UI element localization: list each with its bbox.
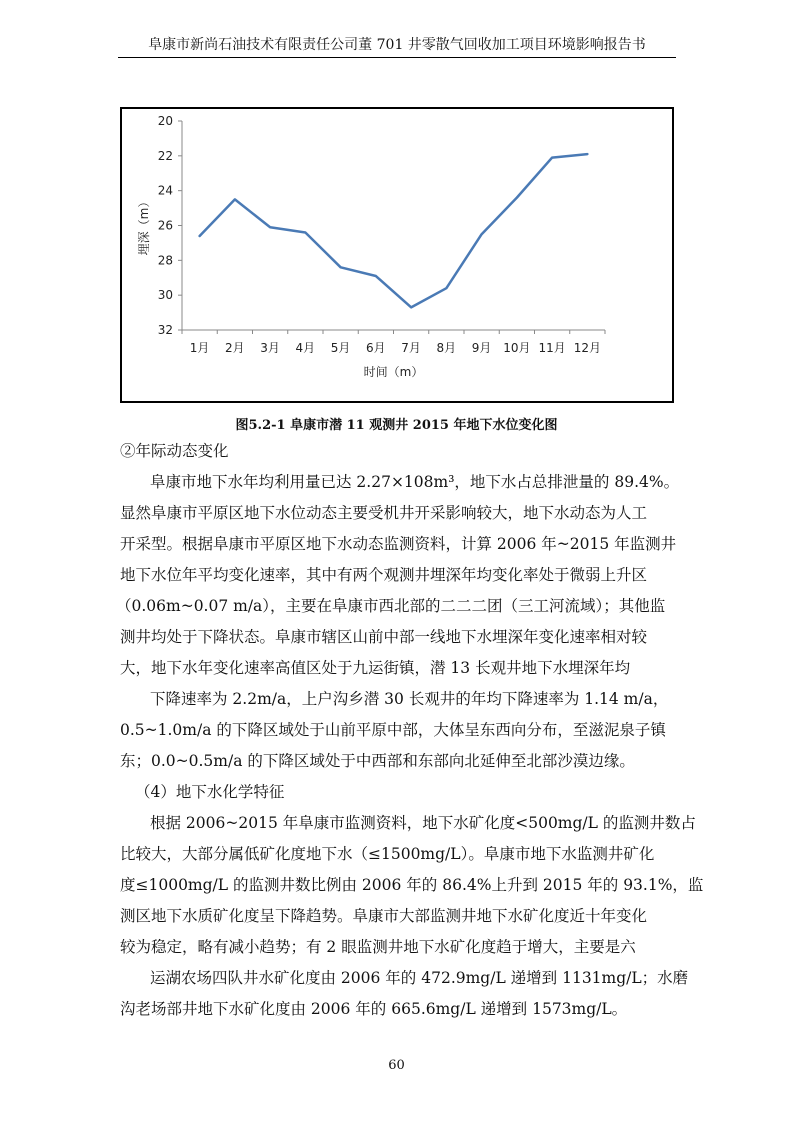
y-tick-label: 24	[157, 183, 173, 198]
x-tick-label: 2月	[225, 341, 245, 355]
paragraph-line: 下降速率为 2.2m/a，上户沟乡潜 30 长观井的年均下降速率为 1.14 m/a，	[150, 690, 669, 708]
paragraph-line: 测井均处于下降状态。阜康市辖区山前中部一线地下水埋深年变化速率相对较	[120, 628, 648, 646]
header-rule	[118, 57, 676, 58]
document-header: 阜康市新尚石油技术有限责任公司董 701 井零散气回收加工项目环境影响报告书	[148, 37, 646, 53]
y-tick-label: 22	[157, 148, 173, 163]
x-tick-label: 3月	[260, 341, 280, 355]
y-tick-label: 32	[157, 323, 173, 337]
x-tick-label: 7月	[401, 341, 421, 355]
chart-svg	[122, 109, 672, 401]
section-heading: （4）地下水化学特征	[135, 783, 285, 801]
paragraph-line: 根据 2006~2015 年阜康市监测资料，地下水矿化度<500mg/L 的监测井数占	[150, 814, 696, 832]
series-line	[200, 154, 588, 307]
groundwater-level-chart	[120, 107, 674, 403]
paragraph-line: 测区地下水质矿化度呈下降趋势。阜康市大部监测井地下水矿化度近十年变化	[120, 907, 648, 925]
paragraph-line: 大，地下水年变化速率高值区处于九运街镇，潜 13 长观井地下水埋深年均	[120, 659, 631, 677]
paragraph-line: 阜康市地下水年均利用量已达 2.27×108m³，地下水占总排泄量的 89.4%。	[150, 473, 680, 491]
paragraph-line: 显然阜康市平原区地下水位动态主要受机井开采影响较大，地下水动态为人工	[120, 504, 648, 522]
figure-caption: 图5.2-1 阜康市潜 11 观测井 2015 年地下水位变化图	[235, 418, 558, 433]
x-tick-label: 4月	[295, 341, 316, 355]
paragraph-line: 东；0.0~0.5m/a 的下降区域处于中西部和东部向北延伸至北部沙漠边缘。	[120, 752, 635, 770]
x-tick-label: 5月	[330, 341, 351, 355]
paragraph-line: 运湖农场四队井水矿化度由 2006 年的 472.9mg/L 递增到 1131mg/L；水磨	[150, 969, 689, 987]
paragraph-line: ②年际动态变化	[120, 442, 229, 460]
x-tick-label: 9月	[471, 341, 492, 355]
y-tick-label: 30	[157, 288, 173, 303]
x-tick-label: 1月	[189, 341, 210, 355]
page-number: 60	[388, 1058, 405, 1073]
y-tick-label: 26	[157, 218, 173, 233]
paragraph-line: 沟老场部井地下水矿化度由 2006 年的 665.6mg/L 递增到 1573mg/L。	[120, 1000, 628, 1018]
paragraph-line: 比较大，大部分属低矿化度地下水（≤1500mg/L）。阜康市地下水监测井矿化	[120, 845, 655, 863]
paragraph-line: （0.06m~0.07 m/a），主要在阜康市西北部的二二二团（三工河流域）；其他监	[116, 597, 666, 615]
y-axis-title: 埋深（m）	[137, 195, 151, 256]
y-tick-label: 20	[157, 114, 173, 128]
paragraph-line: 较为稳定，略有减小趋势；有 2 眼监测井地下水矿化度趋于增大，主要是六	[120, 938, 636, 956]
x-tick-label: 6月	[366, 341, 386, 355]
x-axis-title: 时间（m）	[363, 365, 424, 379]
x-tick-label: 10月	[503, 341, 531, 355]
paragraph-line: 度≤1000mg/L 的监测井数比例由 2006 年的 86.4%上升到 2015 年的 93.1%，监	[120, 876, 704, 894]
x-tick-label: 11月	[538, 341, 566, 355]
x-tick-label: 12月	[573, 341, 602, 355]
paragraph-line: 开采型。根据阜康市平原区地下水动态监测资料，计算 2006 年~2015 年监测井	[120, 535, 677, 553]
x-tick-label: 8月	[436, 341, 457, 355]
paragraph-line: 0.5~1.0m/a 的下降区域处于山前平原中部，大体呈东西向分布，至滋泥泉子镇	[120, 721, 666, 739]
y-tick-label: 28	[157, 253, 173, 268]
paragraph-line: 地下水位年平均变化速率，其中有两个观测井埋深年均变化率处于微弱上升区	[120, 566, 648, 584]
